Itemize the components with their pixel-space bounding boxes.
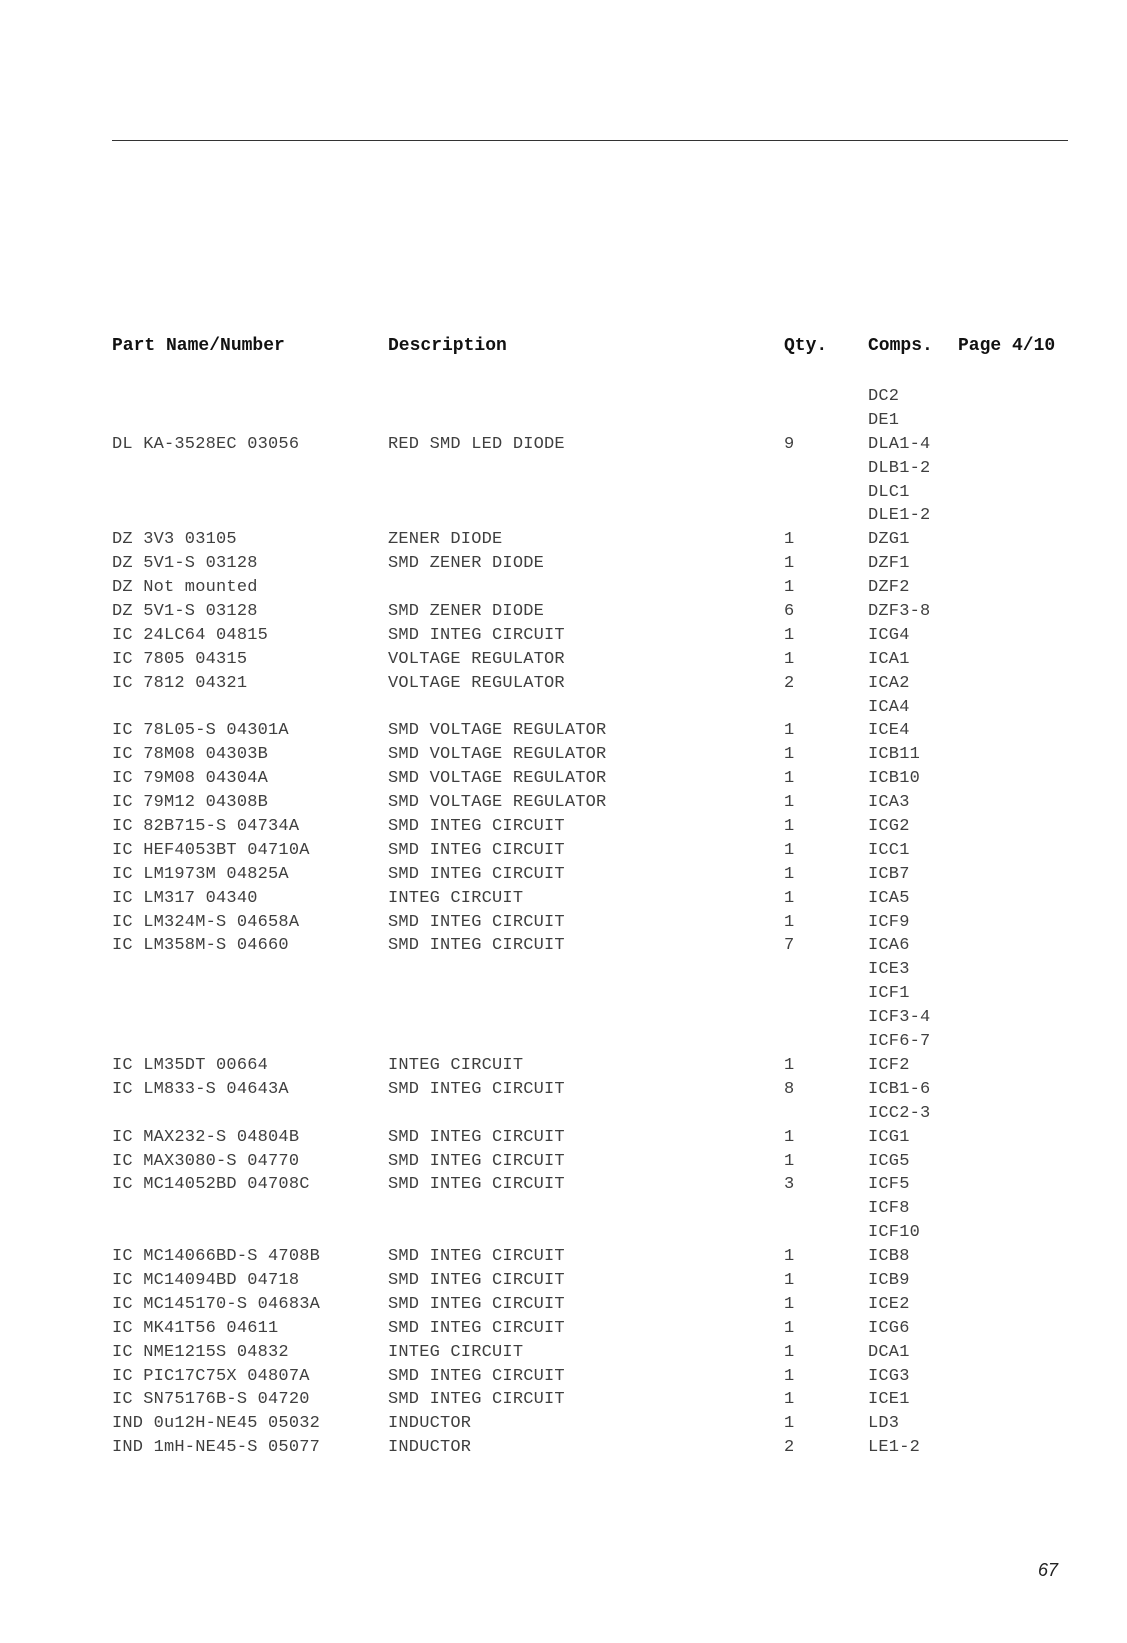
table-row: [112, 815, 1072, 839]
comps-cell: DLA1-4: [868, 434, 931, 454]
description-cell: SMD INTEG CIRCUIT: [388, 1390, 565, 1410]
comps-cell: ICG1: [868, 1127, 910, 1147]
table-row: [112, 1293, 1072, 1317]
page-number: 67: [1038, 1560, 1059, 1580]
comps-cell: ICF9: [868, 912, 910, 932]
description-cell: SMD INTEG CIRCUIT: [388, 864, 565, 884]
description-cell: INTEG CIRCUIT: [388, 888, 524, 908]
qty-cell: 1: [784, 1247, 795, 1267]
comps-cell: DLC1: [868, 482, 910, 502]
comps-cell: ICF8: [868, 1199, 910, 1219]
table-row: [112, 1030, 1072, 1054]
header-description: Description: [388, 336, 507, 356]
part-name-cell: IC LM833-S 04643A: [112, 1079, 289, 1099]
description-cell: SMD INTEG CIRCUIT: [388, 1247, 565, 1267]
table-row: [112, 1221, 1072, 1245]
table-row: [112, 911, 1072, 935]
table-row: [112, 648, 1072, 672]
comps-cell: DZF2: [868, 578, 910, 598]
qty-cell: 1: [784, 817, 795, 837]
comps-cell: DE1: [868, 410, 900, 430]
qty-cell: 1: [784, 1366, 795, 1386]
table-row: [112, 528, 1072, 552]
part-name-cell: IC 79M12 04308B: [112, 793, 269, 813]
qty-cell: 1: [784, 1270, 795, 1290]
comps-cell: ICG6: [868, 1318, 910, 1338]
table-row: [112, 1054, 1072, 1078]
part-name-cell: IC MK41T56 04611: [112, 1318, 279, 1338]
description-cell: INDUCTOR: [388, 1438, 472, 1458]
table-row: [112, 1341, 1072, 1365]
comps-cell: DZF3-8: [868, 602, 931, 622]
comps-cell: ICB9: [868, 1270, 910, 1290]
table-row: [112, 1388, 1072, 1412]
comps-cell: ICF6-7: [868, 1032, 931, 1052]
qty-cell: 1: [784, 1294, 795, 1314]
description-cell: SMD INTEG CIRCUIT: [388, 840, 565, 860]
description-cell: INDUCTOR: [388, 1414, 472, 1434]
part-name-cell: DZ 5V1-S 03128: [112, 554, 258, 574]
table-row: [112, 1412, 1072, 1436]
comps-cell: ICA2: [868, 673, 910, 693]
table-row: [112, 1173, 1072, 1197]
qty-cell: 1: [784, 530, 795, 550]
qty-cell: 1: [784, 1055, 795, 1075]
description-cell: SMD INTEG CIRCUIT: [388, 817, 565, 837]
description-cell: SMD INTEG CIRCUIT: [388, 936, 565, 956]
qty-cell: 1: [784, 1318, 795, 1338]
qty-cell: 1: [784, 912, 795, 932]
description-cell: INTEG CIRCUIT: [388, 1342, 524, 1362]
qty-cell: 1: [784, 745, 795, 765]
table-row: [112, 385, 1072, 409]
part-name-cell: IND 0u12H-NE45 05032: [112, 1414, 321, 1434]
table-header: [112, 336, 1072, 360]
table-row: [112, 409, 1072, 433]
table-row: [112, 887, 1072, 911]
table-row: [112, 934, 1072, 958]
table-row: [112, 863, 1072, 887]
description-cell: SMD INTEG CIRCUIT: [388, 1175, 565, 1195]
part-name-cell: IC HEF4053BT 04710A: [112, 840, 310, 860]
comps-cell: ICG2: [868, 817, 910, 837]
table-row: [112, 839, 1072, 863]
comps-cell: ICA4: [868, 697, 910, 717]
part-name-cell: DZ 5V1-S 03128: [112, 602, 258, 622]
table-row: [112, 1317, 1072, 1341]
part-name-cell: IC MC145170-S 04683A: [112, 1294, 321, 1314]
part-name-cell: DZ Not mounted: [112, 578, 258, 598]
comps-cell: DLE1-2: [868, 506, 931, 526]
comps-cell: ICA1: [868, 649, 910, 669]
table-row: [112, 552, 1072, 576]
qty-cell: 1: [784, 1414, 795, 1434]
qty-cell: 1: [784, 769, 795, 789]
table-row: [112, 791, 1072, 815]
header-part-name: Part Name/Number: [112, 336, 285, 356]
part-name-cell: IC NME1215S 04832: [112, 1342, 289, 1362]
comps-cell: ICB11: [868, 745, 921, 765]
table-row: [112, 1126, 1072, 1150]
table-row: [112, 1078, 1072, 1102]
header-page-indicator: Page 4/10: [958, 336, 1056, 356]
table-row: [112, 457, 1072, 481]
description-cell: SMD VOLTAGE REGULATOR: [388, 793, 607, 813]
comps-cell: ICE2: [868, 1294, 910, 1314]
table-row: [112, 1197, 1072, 1221]
description-cell: SMD INTEG CIRCUIT: [388, 1366, 565, 1386]
part-name-cell: IC MC14066BD-S 4708B: [112, 1247, 321, 1267]
qty-cell: 1: [784, 840, 795, 860]
table-row: [112, 1006, 1072, 1030]
table-row: [112, 982, 1072, 1006]
description-cell: SMD INTEG CIRCUIT: [388, 1127, 565, 1147]
part-name-cell: IC MAX3080-S 04770: [112, 1151, 300, 1171]
table-row: [112, 433, 1072, 457]
table-row: [112, 767, 1072, 791]
qty-cell: 2: [784, 673, 795, 693]
description-cell: VOLTAGE REGULATOR: [388, 673, 565, 693]
comps-cell: DCA1: [868, 1342, 910, 1362]
table-row: [112, 576, 1072, 600]
part-name-cell: IC MC14052BD 04708C: [112, 1175, 310, 1195]
qty-cell: 1: [784, 554, 795, 574]
part-name-cell: IND 1mH-NE45-S 05077: [112, 1438, 321, 1458]
comps-cell: DC2: [868, 387, 900, 406]
description-cell: SMD INTEG CIRCUIT: [388, 1318, 565, 1338]
part-name-cell: IC LM324M-S 04658A: [112, 912, 300, 932]
description-cell: SMD INTEG CIRCUIT: [388, 1151, 565, 1171]
qty-cell: 1: [784, 1151, 795, 1171]
part-name-cell: IC 82B715-S 04734A: [112, 817, 300, 837]
part-name-cell: IC 78L05-S 04301A: [112, 721, 289, 741]
comps-cell: ICF2: [868, 1055, 910, 1075]
part-name-cell: IC 24LC64 04815: [112, 625, 269, 645]
header-comps: Comps.: [868, 336, 933, 356]
table-row: [112, 958, 1072, 982]
part-name-cell: DZ 3V3 03105: [112, 530, 237, 550]
qty-cell: 1: [784, 1390, 795, 1410]
comps-cell: DLB1-2: [868, 458, 931, 478]
comps-cell: ICC2-3: [868, 1103, 931, 1123]
qty-cell: 6: [784, 602, 795, 622]
description-cell: SMD INTEG CIRCUIT: [388, 1079, 565, 1099]
qty-cell: 1: [784, 793, 795, 813]
comps-cell: ICB1-6: [868, 1079, 931, 1099]
qty-cell: 1: [784, 625, 795, 645]
table-row: [112, 481, 1072, 505]
part-name-cell: IC 78M08 04303B: [112, 745, 269, 765]
qty-cell: 1: [784, 864, 795, 884]
part-name-cell: IC LM317 04340: [112, 888, 258, 908]
qty-cell: 3: [784, 1175, 795, 1195]
comps-cell: ICA3: [868, 793, 910, 813]
table-row: [112, 504, 1072, 528]
part-name-cell: IC MC14094BD 04718: [112, 1270, 300, 1290]
qty-cell: 1: [784, 888, 795, 908]
comps-cell: ICE4: [868, 721, 910, 741]
comps-cell: ICG3: [868, 1366, 910, 1386]
description-cell: SMD ZENER DIODE: [388, 554, 545, 574]
comps-cell: ICE3: [868, 960, 910, 980]
description-cell: SMD VOLTAGE REGULATOR: [388, 745, 607, 765]
part-name-cell: IC LM35DT 00664: [112, 1055, 269, 1075]
description-cell: ZENER DIODE: [388, 530, 503, 550]
comps-cell: ICF1: [868, 984, 910, 1004]
description-cell: SMD ZENER DIODE: [388, 602, 545, 622]
qty-cell: 2: [784, 1438, 795, 1458]
description-cell: SMD INTEG CIRCUIT: [388, 912, 565, 932]
comps-cell: ICF10: [868, 1223, 921, 1243]
comps-cell: ICB8: [868, 1247, 910, 1267]
table-row: [112, 719, 1072, 743]
part-name-cell: IC 7805 04315: [112, 649, 248, 669]
table-row: [112, 672, 1072, 696]
comps-cell: ICG5: [868, 1151, 910, 1171]
comps-cell: ICG4: [868, 625, 910, 645]
qty-cell: 8: [784, 1079, 795, 1099]
description-cell: RED SMD LED DIODE: [388, 434, 565, 454]
part-name-cell: IC LM1973M 04825A: [112, 864, 289, 884]
description-cell: INTEG CIRCUIT: [388, 1055, 524, 1075]
part-name-cell: IC 79M08 04304A: [112, 769, 269, 789]
comps-cell: LE1-2: [868, 1438, 921, 1458]
part-name-cell: DL KA-3528EC 03056: [112, 434, 300, 454]
part-name-cell: IC PIC17C75X 04807A: [112, 1366, 310, 1386]
description-cell: SMD VOLTAGE REGULATOR: [388, 721, 607, 741]
description-cell: SMD VOLTAGE REGULATOR: [388, 769, 607, 789]
comps-cell: ICA6: [868, 936, 910, 956]
comps-cell: ICF3-4: [868, 1008, 931, 1028]
qty-cell: 1: [784, 1342, 795, 1362]
parts-list: [112, 385, 1072, 1460]
top-rule: [112, 140, 1068, 141]
table-row: [112, 624, 1072, 648]
table-row: [112, 743, 1072, 767]
comps-cell: ICC1: [868, 840, 910, 860]
qty-cell: 1: [784, 721, 795, 741]
table-row: [112, 1102, 1072, 1126]
table-row: [112, 1365, 1072, 1389]
description-cell: VOLTAGE REGULATOR: [388, 649, 565, 669]
part-name-cell: IC MAX232-S 04804B: [112, 1127, 300, 1147]
header-qty: Qty.: [784, 336, 828, 356]
comps-cell: ICF5: [868, 1175, 910, 1195]
table-row: [112, 1269, 1072, 1293]
qty-cell: 1: [784, 1127, 795, 1147]
table-row: [112, 600, 1072, 624]
qty-cell: 9: [784, 434, 795, 454]
comps-cell: ICB7: [868, 864, 910, 884]
part-name-cell: IC SN75176B-S 04720: [112, 1390, 310, 1410]
comps-cell: ICE1: [868, 1390, 910, 1410]
comps-cell: DZF1: [868, 554, 910, 574]
qty-cell: 1: [784, 578, 795, 598]
description-cell: SMD INTEG CIRCUIT: [388, 1270, 565, 1290]
table-row: [112, 1245, 1072, 1269]
comps-cell: ICB10: [868, 769, 921, 789]
qty-cell: 7: [784, 936, 795, 956]
part-name-cell: IC LM358M-S 04660: [112, 936, 289, 956]
comps-cell: DZG1: [868, 530, 910, 550]
table-row: [112, 1150, 1072, 1174]
part-name-cell: IC 7812 04321: [112, 673, 248, 693]
description-cell: SMD INTEG CIRCUIT: [388, 1294, 565, 1314]
table-row: [112, 1436, 1072, 1460]
description-cell: SMD INTEG CIRCUIT: [388, 625, 565, 645]
comps-cell: LD3: [868, 1414, 900, 1434]
qty-cell: 1: [784, 649, 795, 669]
comps-cell: ICA5: [868, 888, 910, 908]
table-row: [112, 696, 1072, 720]
